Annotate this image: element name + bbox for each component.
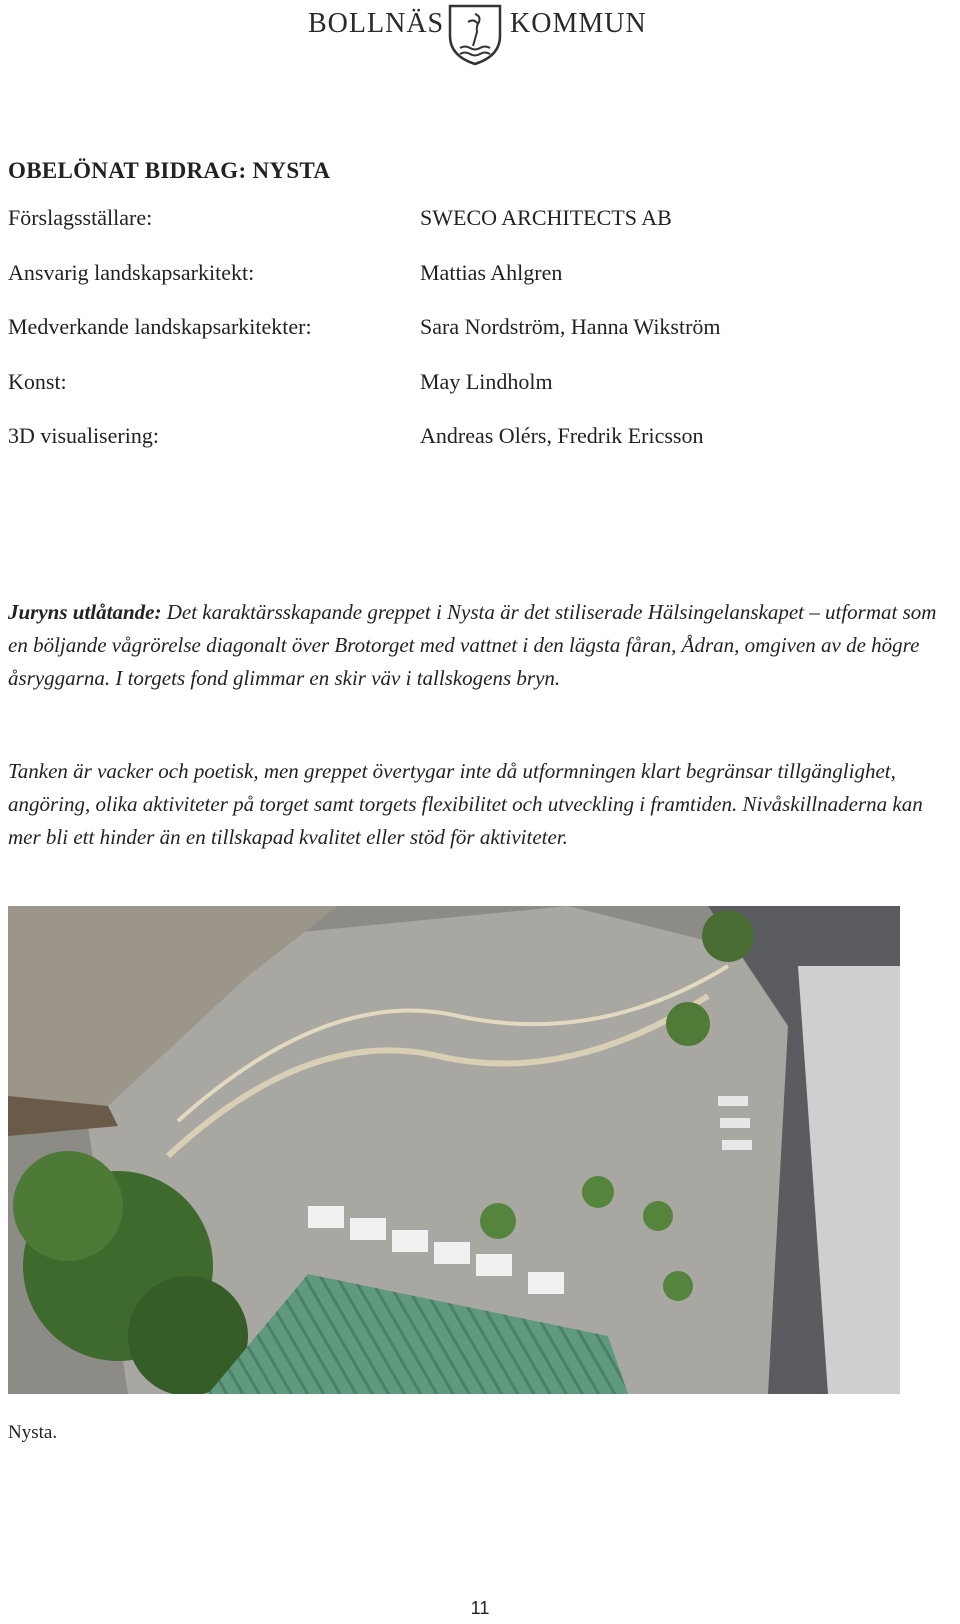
credit-label: 3D visualisering: [8, 423, 159, 448]
credit-label: Förslagsställare: [8, 205, 153, 230]
image-caption: Nysta. [8, 1422, 58, 1443]
jury-lead: Juryns utlåtande: [8, 600, 162, 624]
plaza-rendering-illustration [8, 906, 900, 1394]
credit-value: May Lindholm [420, 368, 553, 394]
municipal-crest-logo [446, 2, 504, 66]
plaza-rendering [8, 906, 900, 1394]
page-title: OBELÖNAT BIDRAG: NYSTA [8, 158, 331, 183]
credit-value: Andreas Olérs, Fredrik Ericsson [420, 423, 704, 448]
credit-row [8, 369, 908, 424]
page-header [0, 0, 960, 80]
jury-statement [8, 596, 948, 695]
page-number: 11 [470, 1598, 490, 1618]
credit-label: Konst: [8, 368, 67, 394]
jury-statement-2: Tanken är vacker och poetisk, men greppet övertygar inte då utformningen klart begränsar tillgänglighet, angöring, olika aktiviteter på torget samt torgets flexibilitet och utveckling i framtiden. Nivåskillnaderna kan mer bli ett hinder än en tillskapad kvalitet eller stöd för aktiviteter. [8, 759, 923, 849]
credit-row [8, 260, 908, 315]
credit-value: Sara Nordström, Hanna Wikström [420, 314, 721, 339]
credit-value: Mattias Ahlgren [420, 259, 563, 285]
brand-right-text: KOMMUN [510, 8, 647, 39]
credit-label: Medverkande landskapsarkitekter: [8, 314, 312, 339]
credit-row [8, 205, 908, 260]
credit-row [8, 423, 908, 478]
jury-text: Det karaktärsskapande greppet i Nysta är det stiliserade Hälsingelanskapet – utformat som en böljande vågrörelse diagonalt över Brotorget med vattnet i den lägsta fåran, Ådran, omgiven av de högre åsryggarna. I torgets fond glimmar en skir väv i tallskogens bryn. [8, 600, 937, 690]
credit-row [8, 314, 908, 369]
credits-table [8, 205, 908, 478]
credit-value: SWECO ARCHITECTS AB [420, 205, 672, 230]
brand-left-text: BOLLNÄS [308, 8, 445, 39]
credit-label: Ansvarig landskapsarkitekt: [8, 259, 255, 285]
